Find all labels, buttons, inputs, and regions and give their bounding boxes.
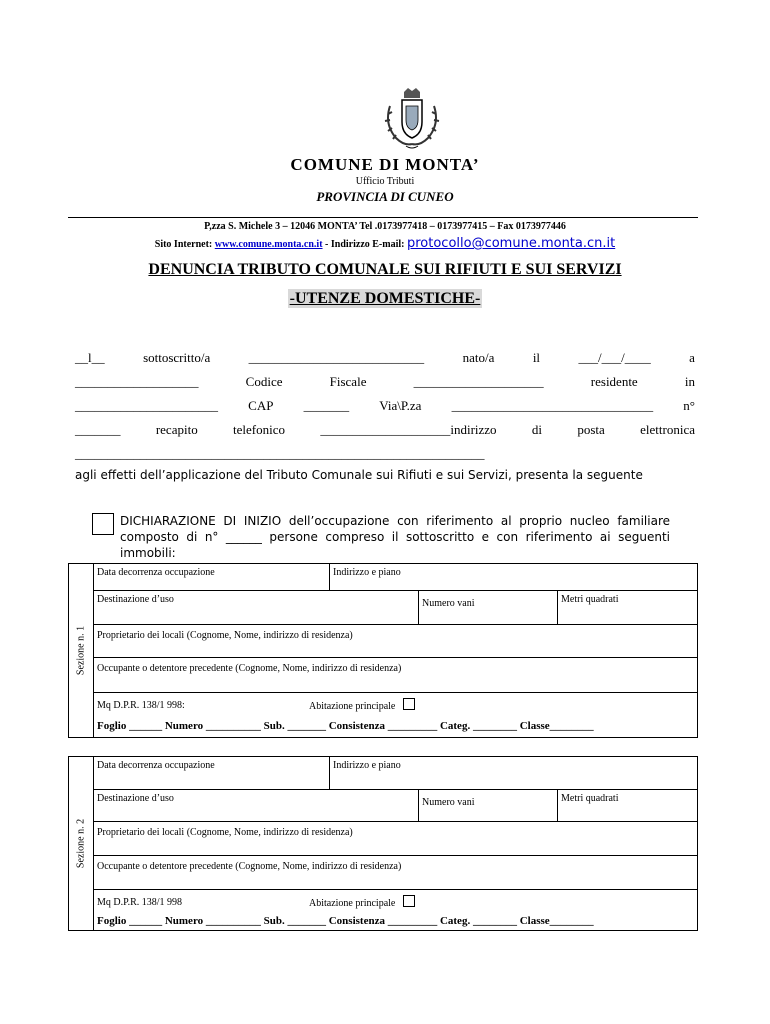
fill-label: Via\P.za bbox=[379, 398, 422, 413]
fill-label: di bbox=[531, 422, 543, 437]
main-residence-option[interactable] bbox=[305, 890, 505, 914]
divider bbox=[329, 757, 330, 790]
property-section-2 bbox=[68, 756, 698, 931]
effects-paragraph: agli effetti dell’applicazione del Tributo Comunale sui Rifiuti e sui Servizi, presenta la seguente bbox=[75, 468, 643, 482]
section-label: Sezione n. 2 bbox=[75, 818, 87, 868]
fill-label: sottoscritto/a bbox=[143, 350, 211, 365]
province-name: PROVINCIA DI CUNEO bbox=[316, 189, 454, 204]
fill-line-1[interactable] bbox=[75, 350, 695, 366]
fill-label: il bbox=[532, 350, 541, 365]
fill-line-4[interactable] bbox=[75, 422, 695, 438]
phone-blank[interactable]: ____________________indirizzo bbox=[320, 422, 497, 437]
fill-label: elettronica bbox=[640, 422, 695, 437]
intended-use-field[interactable]: Destinazione d’uso bbox=[93, 591, 418, 625]
start-date-field[interactable]: Data decorrenza occupazione bbox=[93, 757, 329, 790]
tax-code-blank[interactable]: ____________________ bbox=[413, 374, 544, 389]
fill-label: residente bbox=[590, 374, 638, 389]
municipality-title: COMUNE DI MONTA’ bbox=[290, 155, 480, 174]
fill-label: a bbox=[689, 350, 695, 365]
email-blank[interactable]: _______________________________________________________________ bbox=[75, 446, 485, 461]
fill-label: n° bbox=[683, 398, 695, 413]
site-link[interactable]: www.comune.monta.cn.it bbox=[214, 239, 323, 250]
email-blank-line[interactable] bbox=[75, 446, 695, 462]
square-meters-field[interactable]: Metri quadrati bbox=[557, 591, 698, 625]
form-title: DENUNCIA TRIBUTO COMUNALE SUI RIFIUTI E SUI SERVIZI bbox=[148, 261, 622, 278]
mq-dpr-field[interactable]: Mq D.P.R. 138/1 998: bbox=[97, 700, 185, 711]
owner-field[interactable]: Proprietario dei locali (Cognome, Nome, indirizzo di residenza) bbox=[93, 625, 698, 658]
fill-label: telefonico bbox=[233, 422, 286, 437]
email-label: - Indirizzo E-mail: bbox=[322, 239, 405, 250]
street-blank[interactable]: _______________________________ bbox=[451, 398, 654, 413]
form-subtitle bbox=[0, 290, 770, 308]
rooms-field[interactable]: Numero vani bbox=[418, 591, 557, 625]
divider bbox=[418, 591, 419, 625]
email-link[interactable]: protocollo@comune.monta.cn.it bbox=[406, 236, 616, 251]
birth-date-blank[interactable]: ___/___/____ bbox=[578, 350, 651, 365]
residence-blank[interactable]: ______________________ bbox=[75, 398, 218, 413]
main-residence-option[interactable] bbox=[305, 693, 505, 719]
address-floor-field[interactable]: Indirizzo e piano bbox=[329, 564, 698, 591]
fill-label: Codice bbox=[245, 374, 283, 389]
fill-blank[interactable]: __l__ bbox=[75, 350, 105, 365]
address-floor-field[interactable]: Indirizzo e piano bbox=[329, 757, 698, 790]
previous-occupant-field[interactable]: Occupante o detentore precedente (Cognome, Nome, indirizzo di residenza) bbox=[93, 658, 698, 693]
birthplace-blank[interactable]: ___________________ bbox=[75, 374, 199, 389]
rooms-field[interactable]: Numero vani bbox=[418, 790, 557, 822]
divider bbox=[329, 564, 330, 591]
number-blank[interactable]: _______ bbox=[75, 422, 121, 437]
name-blank[interactable]: ___________________________ bbox=[248, 350, 425, 365]
fill-label: CAP bbox=[248, 398, 274, 413]
square-meters-field[interactable]: Metri quadrati bbox=[557, 790, 698, 822]
municipal-crest-logo bbox=[382, 86, 442, 156]
main-residence-label: Abitazione principale bbox=[309, 898, 396, 909]
divider bbox=[418, 790, 419, 822]
contact-web bbox=[0, 236, 770, 251]
cadastral-data-line[interactable]: Foglio ______ Numero __________ Sub. _______ Consistenza _________ Categ. ________ Classe________ bbox=[97, 720, 594, 732]
section-label: Sezione n. 1 bbox=[75, 625, 87, 675]
fill-line-2[interactable] bbox=[75, 374, 695, 390]
main-residence-checkbox[interactable] bbox=[403, 895, 415, 907]
fill-label: recapito bbox=[155, 422, 198, 437]
cap-blank[interactable]: _______ bbox=[303, 398, 350, 413]
section-side bbox=[69, 564, 94, 737]
fill-label: Fiscale bbox=[329, 374, 367, 389]
property-section-1 bbox=[68, 563, 698, 738]
intended-use-field[interactable]: Destinazione d’uso bbox=[93, 790, 418, 822]
office-subtitle: Ufficio Tributi bbox=[355, 176, 415, 187]
section-side bbox=[69, 757, 94, 930]
owner-field[interactable]: Proprietario dei locali (Cognome, Nome, indirizzo di residenza) bbox=[93, 822, 698, 856]
declaration-text: DICHIARAZIONE DI INIZIO dell’occupazione con riferimento al proprio nucleo familiare composto di n° ______ persone compreso il sottoscritto e con riferimento ai seguenti immobili: bbox=[120, 514, 670, 560]
fill-label: nato/a bbox=[462, 350, 495, 365]
fill-label: in bbox=[684, 374, 695, 389]
divider bbox=[557, 591, 558, 625]
fill-line-3[interactable] bbox=[75, 398, 695, 414]
main-residence-checkbox[interactable] bbox=[403, 698, 415, 710]
declaration-checkbox[interactable] bbox=[92, 513, 114, 535]
contact-address: P,zza S. Michele 3 – 12046 MONTA’ Tel .0173977418 – 0173977415 – Fax 0173977446 bbox=[204, 221, 566, 232]
header-divider bbox=[68, 217, 698, 218]
main-residence-label: Abitazione principale bbox=[309, 701, 396, 712]
mq-dpr-field[interactable]: Mq D.P.R. 138/1 998 bbox=[97, 897, 183, 908]
form-subtitle-text: -UTENZE DOMESTICHE- bbox=[289, 290, 481, 307]
previous-occupant-field[interactable]: Occupante o detentore precedente (Cognome, Nome, indirizzo di residenza) bbox=[93, 856, 698, 890]
cadastral-data-line[interactable]: Foglio ______ Numero __________ Sub. _______ Consistenza _________ Categ. ________ Classe________ bbox=[97, 915, 594, 927]
fill-label: posta bbox=[577, 422, 605, 437]
site-label: Sito Internet: bbox=[154, 239, 213, 250]
start-date-field[interactable]: Data decorrenza occupazione bbox=[93, 564, 329, 591]
divider bbox=[557, 790, 558, 822]
